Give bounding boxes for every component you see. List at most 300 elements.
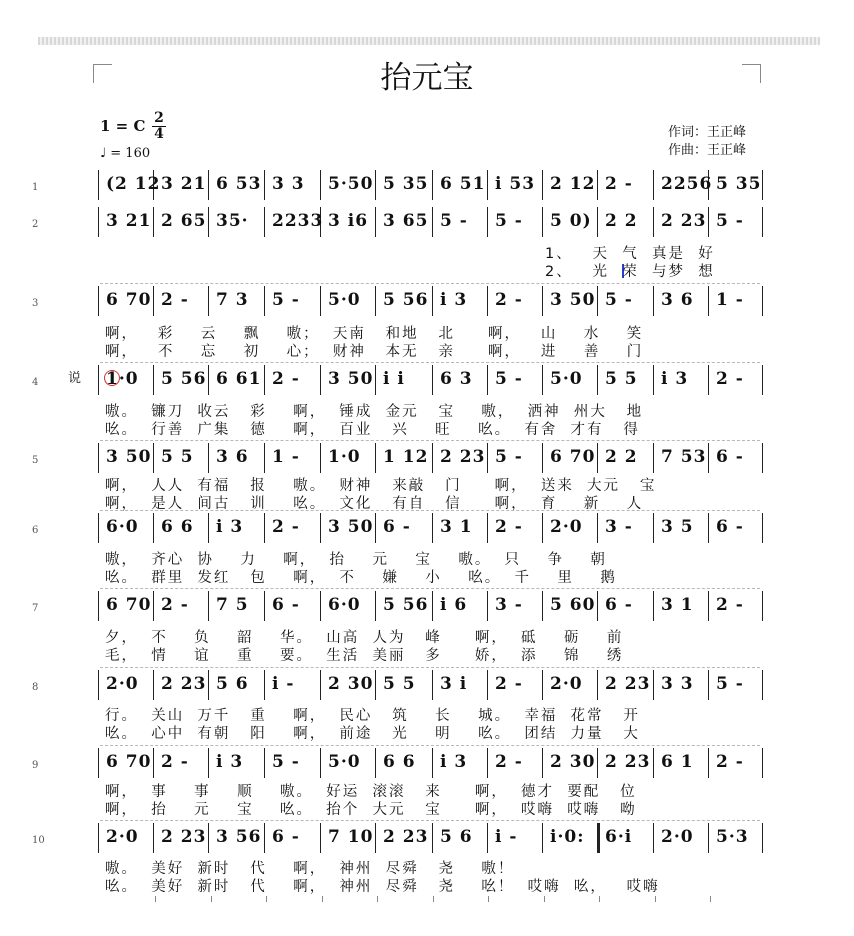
- barline: [597, 591, 598, 621]
- measure: 3 -: [605, 517, 633, 537]
- barline: [708, 286, 709, 316]
- time-top: 2: [154, 110, 164, 126]
- barline: [153, 365, 154, 395]
- measure: 6 6: [161, 517, 194, 537]
- measure: 6 53: [216, 174, 262, 194]
- line-number: 5: [32, 455, 39, 466]
- lyric-line: 嗷， 齐心 协 力 啊， 抬 元 宝 嗷。 只 争 朝: [105, 552, 607, 568]
- line-separator: [100, 440, 760, 441]
- barline: [653, 443, 654, 473]
- measure: i 3: [440, 752, 468, 772]
- measure: 2 12: [550, 174, 596, 194]
- measure: 5·0: [550, 369, 583, 389]
- measure: 6·0: [106, 517, 139, 537]
- barline: [542, 748, 543, 778]
- barline: [708, 823, 709, 853]
- line-number: 6: [32, 525, 39, 536]
- lyric-line: 吆。 行善 广集 德 啊， 百业 兴 旺 吆。 有舍 才有 得: [105, 422, 640, 438]
- barline: [487, 670, 488, 700]
- lyric-line: 啊， 是人 间古 训 吆。 文化 有自 信 啊， 育 新 人: [105, 496, 644, 512]
- staff-row: [0, 286, 854, 322]
- measure: i 53: [495, 174, 536, 194]
- barline: [153, 591, 154, 621]
- time-bottom: 4: [154, 126, 164, 142]
- lyric-line: 嗷。 镰刀 收云 彩 啊， 锤成 金元 宝 嗷， 洒神 州大 地: [105, 404, 644, 420]
- barline: [542, 670, 543, 700]
- measure: 3 5: [661, 517, 694, 537]
- barline: [653, 513, 654, 543]
- barline: [375, 286, 376, 316]
- line-number: 1: [32, 182, 39, 193]
- page-top-band: [38, 37, 820, 45]
- barline: [208, 513, 209, 543]
- barline: [375, 748, 376, 778]
- measure: 6 -: [383, 517, 411, 537]
- measure: 2·0: [661, 827, 694, 847]
- line-number: 9: [32, 760, 39, 771]
- barline: [762, 513, 763, 543]
- measure: i 3: [216, 517, 244, 537]
- lyricist-credit: 作词：王正峰: [668, 125, 747, 140]
- barline: [708, 365, 709, 395]
- measure: 2 23: [161, 827, 207, 847]
- barline: [264, 591, 265, 621]
- page-title: 抬元宝: [380, 60, 474, 96]
- time-signature: [152, 112, 166, 141]
- barline: [432, 286, 433, 316]
- measure: 3 6: [661, 290, 694, 310]
- measure: 2 -: [716, 595, 744, 615]
- barline: [762, 365, 763, 395]
- barline: [762, 170, 763, 200]
- barline: [264, 286, 265, 316]
- page-bottom-tick: [377, 896, 378, 902]
- measure: 3 50: [328, 369, 374, 389]
- line-number: 3: [32, 298, 39, 309]
- measure: 6 70: [106, 595, 152, 615]
- lyric-line: 吆。 美好 新时 代 啊， 神州 尽舜 尧 吆！ 哎嗨 吆， 哎嗨: [105, 879, 660, 895]
- barline: [98, 748, 99, 778]
- measure: 6 61: [216, 369, 262, 389]
- barline: [487, 207, 488, 237]
- measure: 2 -: [272, 369, 300, 389]
- barline: [208, 365, 209, 395]
- lyric-line: 毛， 情 谊 重 要。 生活 美丽 多 娇， 添 锦 绣: [105, 648, 624, 664]
- staff-row: [0, 170, 854, 206]
- lyric-line: 啊， 不 忘 初 心； 财神 本无 亲 啊， 进 善 门: [105, 344, 644, 360]
- measure: 2 -: [716, 752, 744, 772]
- measure: 5 6: [216, 674, 249, 694]
- measure: 5 -: [495, 211, 523, 231]
- measure: 5 56: [161, 369, 207, 389]
- lyric-line: 啊， 抬 元 宝 吆。 抬个 大元 宝 啊， 哎嗨 哎嗨 呦: [105, 802, 637, 818]
- tempo-mark: [100, 146, 150, 161]
- measure: 2 -: [716, 369, 744, 389]
- line-number: 7: [32, 603, 39, 614]
- measure: 35·: [216, 211, 249, 231]
- measure: 3 21: [106, 211, 152, 231]
- line-number: 4: [32, 377, 39, 388]
- measure: i·0:: [550, 827, 585, 847]
- barline: [487, 443, 488, 473]
- barline: [98, 207, 99, 237]
- barline: [653, 170, 654, 200]
- barline: [708, 670, 709, 700]
- measure: i 3: [216, 752, 244, 772]
- barline: [653, 670, 654, 700]
- measure: 2 23: [383, 827, 429, 847]
- measure: 1 12: [383, 447, 429, 467]
- measure: 2·0: [106, 674, 139, 694]
- barline: [208, 670, 209, 700]
- lyric-line: 吆。 心中 有朝 阳 啊， 前途 光 明 吆。 团结 力量 大: [105, 726, 640, 742]
- barline: [153, 513, 154, 543]
- measure: 5·3: [716, 827, 749, 847]
- measure: 2 -: [161, 595, 189, 615]
- measure: 5 35: [383, 174, 429, 194]
- measure: 5 -: [495, 447, 523, 467]
- measure: 2·0: [550, 517, 583, 537]
- measure: 5 -: [716, 211, 744, 231]
- measure: 5 -: [605, 290, 633, 310]
- staff-row: [0, 670, 854, 706]
- line-separator: [100, 283, 760, 284]
- barline: [264, 365, 265, 395]
- barline: [153, 823, 154, 853]
- measure: 5 -: [440, 211, 468, 231]
- measure: i 3: [440, 290, 468, 310]
- measure: 2 23: [605, 752, 651, 772]
- barline: [153, 286, 154, 316]
- measure: 5 5: [383, 674, 416, 694]
- lyric-line: 行。 关山 万千 重 啊， 民心 筑 长 城。 幸福 花常 开: [105, 708, 640, 724]
- measure: 2 -: [161, 752, 189, 772]
- measure: 5 -: [716, 674, 744, 694]
- measure: 6·0: [328, 595, 361, 615]
- line-separator: [100, 510, 760, 511]
- line-number: 8: [32, 682, 39, 693]
- barline: [708, 513, 709, 543]
- barline: [264, 513, 265, 543]
- measure: 5 0): [550, 211, 592, 231]
- measure: 7 10: [328, 827, 374, 847]
- measure: 6 51: [440, 174, 486, 194]
- barline: [98, 170, 99, 200]
- staff-row: [0, 365, 854, 401]
- staff-row: [0, 823, 854, 859]
- page-bottom-tick: [433, 896, 434, 902]
- measure: 5 35: [716, 174, 762, 194]
- barline: [487, 748, 488, 778]
- barline: [98, 670, 99, 700]
- barline: [762, 748, 763, 778]
- barline: [320, 365, 321, 395]
- barline: [375, 823, 376, 853]
- measure: 3 1: [440, 517, 473, 537]
- verse-intro: 2、 光 荣 与梦 想: [545, 264, 715, 280]
- page-bottom-tick: [599, 896, 600, 902]
- measure: 5 -: [495, 369, 523, 389]
- barline: [320, 170, 321, 200]
- barline: [320, 591, 321, 621]
- line-number: 10: [32, 835, 45, 846]
- barline: [487, 513, 488, 543]
- barline: [375, 591, 376, 621]
- barline: [264, 748, 265, 778]
- measure: 5 6: [440, 827, 473, 847]
- barline: [708, 748, 709, 778]
- barline: [597, 207, 598, 237]
- page-bottom-tick: [710, 896, 711, 902]
- measure: 1 -: [272, 447, 300, 467]
- measure: 5 -: [272, 290, 300, 310]
- barline: [320, 823, 321, 853]
- measure: 7 3: [216, 290, 249, 310]
- staff-row: [0, 591, 854, 627]
- barline: [264, 443, 265, 473]
- barline: [432, 748, 433, 778]
- measure: 2 65: [161, 211, 207, 231]
- page-bottom-tick: [155, 896, 156, 902]
- barline: [653, 823, 654, 853]
- measure: 2 23: [661, 211, 707, 231]
- measure: 1 -: [716, 290, 744, 310]
- measure: 6 6: [383, 752, 416, 772]
- barline: [762, 591, 763, 621]
- barline: [264, 207, 265, 237]
- measure: 3 6: [216, 447, 249, 467]
- barline: [708, 207, 709, 237]
- measure: i -: [495, 827, 518, 847]
- measure: 6 -: [716, 517, 744, 537]
- barline: [762, 286, 763, 316]
- barline: [320, 443, 321, 473]
- barline: [98, 365, 99, 395]
- measure: 3 -: [495, 595, 523, 615]
- measure: 2·0: [550, 674, 583, 694]
- page-bottom-tick: [266, 896, 267, 902]
- measure: 6 -: [716, 447, 744, 467]
- barline: [208, 748, 209, 778]
- measure: 2 -: [495, 517, 523, 537]
- barline: [432, 170, 433, 200]
- measure: 6 1: [661, 752, 694, 772]
- barline: [542, 443, 543, 473]
- barline: [487, 823, 488, 853]
- measure: 2 2: [605, 211, 638, 231]
- barline: [320, 286, 321, 316]
- page-bottom-tick: [655, 896, 656, 902]
- lyric-line: 啊， 事 事 顺 嗷。 好运 滚滚 来 啊， 德才 要配 位: [105, 784, 637, 800]
- measure: 2 30: [328, 674, 374, 694]
- page-bottom-tick: [488, 896, 489, 902]
- barline: [432, 591, 433, 621]
- measure: 6 3: [440, 369, 473, 389]
- staff-row: [0, 748, 854, 784]
- measure: 3 65: [383, 211, 429, 231]
- measure: 3 56: [216, 827, 262, 847]
- measure: 1·0: [328, 447, 361, 467]
- barline: [762, 443, 763, 473]
- measure: 2 -: [272, 517, 300, 537]
- measure: 3 21: [161, 174, 207, 194]
- barline: [653, 207, 654, 237]
- barline: [597, 823, 600, 853]
- measure: 2 -: [161, 290, 189, 310]
- measure: 2 2: [605, 447, 638, 467]
- measure: 2 30: [550, 752, 596, 772]
- barline: [375, 170, 376, 200]
- barline: [98, 443, 99, 473]
- barline: [653, 591, 654, 621]
- barline: [98, 286, 99, 316]
- barline: [264, 670, 265, 700]
- measure: 1·0: [106, 369, 139, 389]
- composer-credit: 作曲：王正峰: [668, 143, 747, 158]
- barline: [432, 207, 433, 237]
- key-signature: 1 = C: [100, 117, 146, 135]
- measure: i 3: [661, 369, 689, 389]
- barline: [762, 823, 763, 853]
- barline: [542, 365, 543, 395]
- line-separator: [100, 820, 760, 821]
- side-label: 说: [68, 371, 82, 386]
- barline: [208, 286, 209, 316]
- page-bottom-tick: [544, 896, 545, 902]
- barline: [208, 823, 209, 853]
- page-bottom-tick: [211, 896, 212, 902]
- barline: [98, 513, 99, 543]
- barline: [708, 591, 709, 621]
- barline: [542, 823, 543, 853]
- quarter-note-icon: ♩: [100, 146, 107, 161]
- barline: [375, 443, 376, 473]
- measure: 6 -: [272, 595, 300, 615]
- measure: 6 -: [272, 827, 300, 847]
- measure: 3 i: [440, 674, 468, 694]
- barline: [208, 591, 209, 621]
- lyric-line: 嗷。 美好 新时 代 啊， 神州 尽舜 尧 嗷！: [105, 861, 515, 877]
- barline: [375, 513, 376, 543]
- barline: [653, 748, 654, 778]
- barline: [542, 170, 543, 200]
- barline: [208, 443, 209, 473]
- line-separator: [100, 667, 760, 668]
- line-number: 2: [32, 219, 39, 230]
- barline: [153, 443, 154, 473]
- measure: 3 50: [550, 290, 596, 310]
- barline: [432, 513, 433, 543]
- measure: i i: [383, 369, 405, 389]
- measure: 6 70: [550, 447, 596, 467]
- barline: [762, 670, 763, 700]
- lyric-line: 啊， 人人 有福 报 嗷。 财神 来敲 门 啊， 送来 大元 宝: [105, 478, 657, 494]
- barline: [597, 443, 598, 473]
- measure: 5·50: [328, 174, 374, 194]
- barline: [487, 591, 488, 621]
- measure: 2233: [272, 211, 324, 231]
- lyric-line: 夕， 不 负 韶 华。 山高 人为 峰 啊， 砥 砺 前: [105, 630, 624, 646]
- barline: [432, 365, 433, 395]
- lyric-line: 吆。 群里 发红 包 啊， 不 嫌 小 吆。 千 里 鹅: [105, 570, 617, 586]
- page-bottom-tick: [322, 896, 323, 902]
- measure: 3 50: [106, 447, 152, 467]
- measure: i 6: [440, 595, 468, 615]
- barline: [432, 670, 433, 700]
- barline: [597, 365, 598, 395]
- verse-intro: 1、 天 气 真是 好: [545, 246, 715, 262]
- measure: 2 -: [605, 174, 633, 194]
- barline: [264, 170, 265, 200]
- measure: 2 23: [161, 674, 207, 694]
- barline: [487, 170, 488, 200]
- measure: i -: [272, 674, 295, 694]
- barline: [542, 286, 543, 316]
- measure: 5 5: [161, 447, 194, 467]
- measure: 5 56: [383, 595, 429, 615]
- barline: [597, 286, 598, 316]
- barline: [375, 365, 376, 395]
- line-separator: [100, 362, 760, 363]
- measure: 2·0: [106, 827, 139, 847]
- measure: 6 70: [106, 290, 152, 310]
- measure: 2256: [661, 174, 713, 194]
- barline: [98, 823, 99, 853]
- barline: [597, 513, 598, 543]
- measure: (2 12: [106, 174, 161, 194]
- barline: [264, 823, 265, 853]
- barline: [597, 170, 598, 200]
- lyric-line: 啊， 彩 云 飘 嗷； 天南 和地 北 啊， 山 水 笑: [105, 326, 644, 342]
- barline: [208, 207, 209, 237]
- barline: [432, 443, 433, 473]
- barline: [208, 170, 209, 200]
- barline: [653, 286, 654, 316]
- barline: [432, 823, 433, 853]
- measure: 5·0: [328, 290, 361, 310]
- measure: 5·0: [328, 752, 361, 772]
- barline: [375, 670, 376, 700]
- barline: [542, 513, 543, 543]
- measure: 3 50: [328, 517, 374, 537]
- barline: [320, 748, 321, 778]
- measure: 2 -: [495, 290, 523, 310]
- measure: 6 -: [605, 595, 633, 615]
- barline: [98, 591, 99, 621]
- barline: [153, 207, 154, 237]
- line-separator: [100, 588, 760, 589]
- barline: [487, 365, 488, 395]
- staff-row: [0, 513, 854, 549]
- barline: [153, 748, 154, 778]
- measure: 2 23: [440, 447, 486, 467]
- barline: [542, 207, 543, 237]
- line-separator: [100, 745, 760, 746]
- measure: 5 5: [605, 369, 638, 389]
- measure: 2 -: [495, 752, 523, 772]
- measure: 7 53: [661, 447, 707, 467]
- measure: 5 -: [272, 752, 300, 772]
- barline: [320, 670, 321, 700]
- barline: [153, 670, 154, 700]
- barline: [597, 748, 598, 778]
- measure: 5 56: [383, 290, 429, 310]
- barline: [487, 286, 488, 316]
- measure: 6·i: [605, 827, 633, 847]
- tempo-value: = 160: [110, 146, 151, 161]
- staff-row: [0, 207, 854, 243]
- measure: 3 1: [661, 595, 694, 615]
